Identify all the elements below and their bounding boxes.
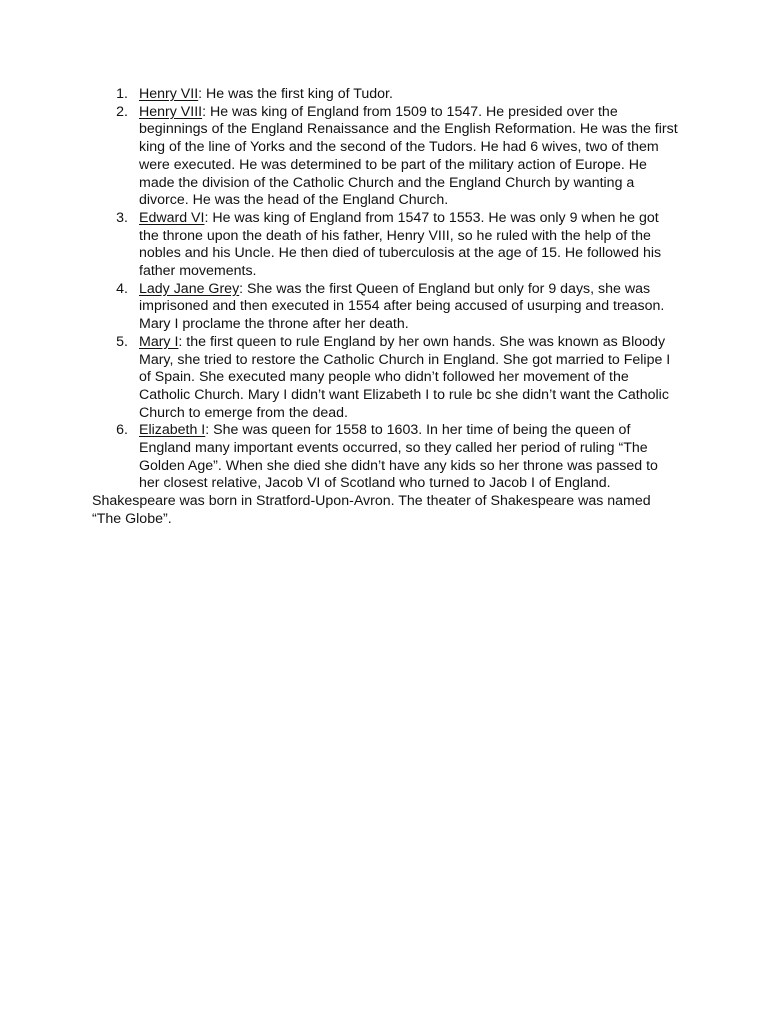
list-number: 6. bbox=[116, 422, 128, 439]
list-number: 5. bbox=[116, 333, 128, 350]
list-number: 2. bbox=[116, 103, 128, 120]
monarch-list bbox=[92, 86, 682, 493]
monarch-description: : He was king of England from 1547 to 1553. He was only 9 when he got the throne upon the death of his father, Henry VIII, so he ruled with the help of the nobles and his Uncle. He then died of tuberculosis at the age of 15. He followed his father movements. bbox=[139, 209, 662, 280]
list-item bbox=[92, 422, 682, 493]
list-item bbox=[92, 334, 682, 423]
monarch-description: : He was king of England from 1509 to 1547. He presided over the beginnings of the England Renaissance and the English Reformation. He was the first king of the line of Yorks and the second of the Tudors. He had 6 wives, two of them were executed. He was determined to be part of the military action of Europe. He made the division of the Catholic Church and the England Church by wanting a divorce. He was the head of the England Church. bbox=[139, 103, 678, 209]
list-number: 1. bbox=[116, 86, 128, 102]
monarch-description: : He was the first king of Tudor. bbox=[198, 86, 393, 102]
list-number: 4. bbox=[116, 280, 128, 297]
closing-paragraph: Shakespeare was born in Stratford-Upon-Avron. The theater of Shakespeare was named “The Globe”. bbox=[92, 493, 651, 527]
monarch-name: Edward VI bbox=[139, 209, 205, 226]
list-item bbox=[92, 104, 682, 210]
monarch-name: Elizabeth I bbox=[139, 422, 206, 439]
document-body bbox=[92, 86, 682, 529]
monarch-description: : the first queen to rule England by her own hands. She was known as Bloody Mary, she tried to restore the Catholic Church in England. She got married to Felipe I of Spain. She executed many people who didn’t followed her movement of the Catholic Church. Mary I didn’t want Elizabeth I to rule bc she didn’t want the Catholic Church to emerge from the dead. bbox=[139, 333, 671, 421]
list-number: 3. bbox=[116, 209, 128, 226]
monarch-name: Henry VIII bbox=[139, 103, 203, 120]
list-item bbox=[92, 86, 682, 104]
list-item bbox=[92, 210, 682, 281]
list-item bbox=[92, 281, 682, 334]
monarch-name: Lady Jane Grey bbox=[139, 280, 240, 297]
monarch-description: : She was queen for 1558 to 1603. In her time of being the queen of England many important events occurred, so they called her period of ruling “The Golden Age”. When she died she didn’t have any kids so her throne was passed to her closest relative, Jacob VI of Scotland who turned to Jacob I of England. bbox=[139, 422, 658, 492]
monarch-name: Mary I bbox=[139, 333, 179, 350]
monarch-name: Henry VII bbox=[139, 86, 199, 102]
monarch-description: : She was the first Queen of England but only for 9 days, she was imprisoned and then executed in 1554 after being accused of usurping and treason. Mary I proclame the throne after her death. bbox=[139, 280, 665, 333]
